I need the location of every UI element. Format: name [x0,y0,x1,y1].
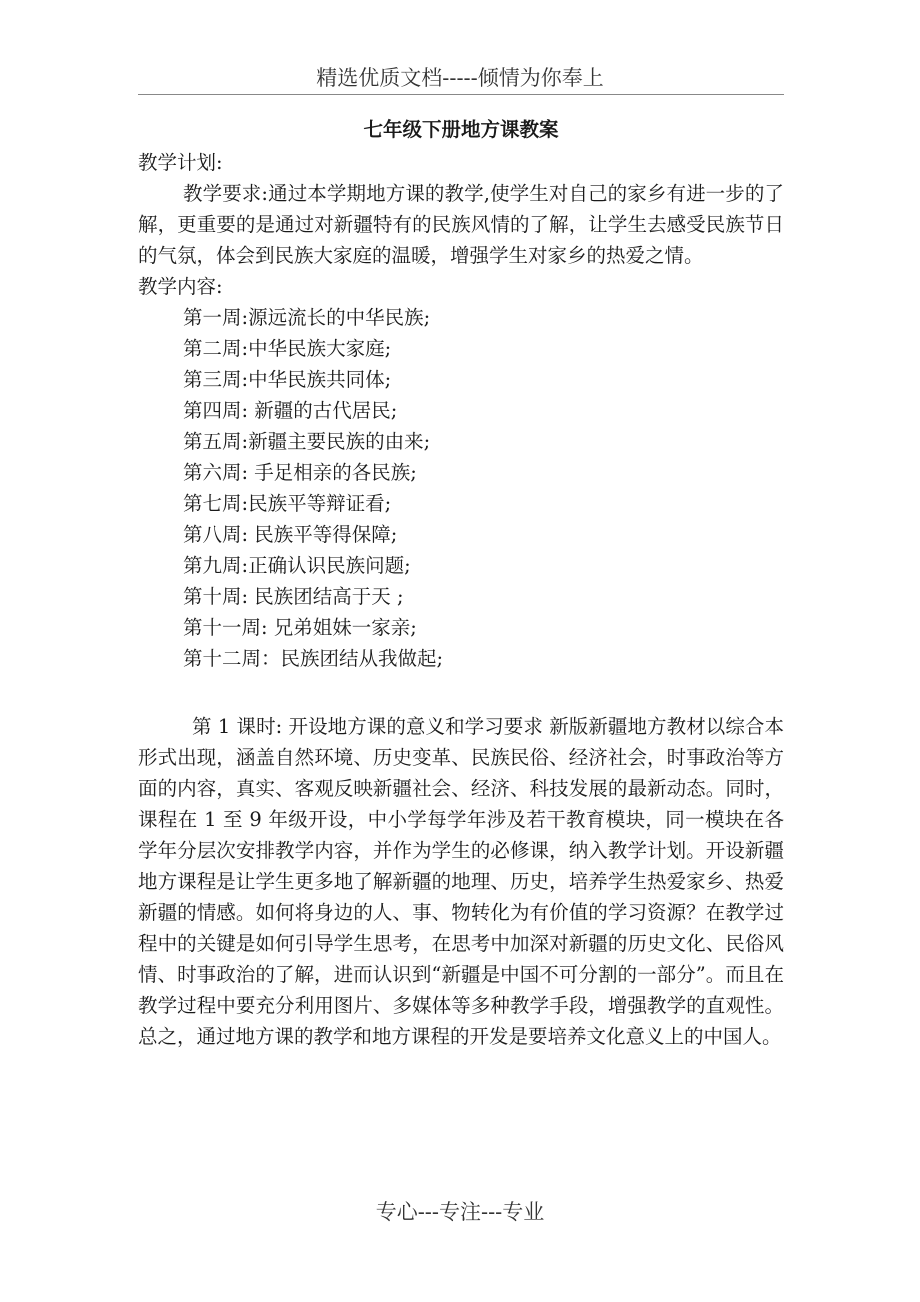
weekly-schedule-list [138,302,784,674]
document-body [138,114,784,1052]
document-title: 七年级下册地方课教案 [363,118,559,141]
header-divider [138,94,784,95]
week-item: 第九周:正确认识民族问题; [183,554,411,577]
page-footer: 专心---专注---专业 [375,1200,545,1224]
requirement-paragraph: 教学要求:通过本学期地方课的教学,使学生对自己的家乡有进一步的了解，更重要的是通过对新疆特有的民族风情的了解，让学生去感受民族节日的气氛，体会到民族大家庭的温暖，增强学生对家乡的热爱之情。 [138,182,784,267]
week-item: 第四周: 新疆的古代居民; [183,399,398,422]
week-item: 第八周: 民族平等得保障; [183,523,398,546]
plan-heading: 教学计划: [138,151,223,174]
week-item: 第十一周: 兄弟姐妹一家亲; [183,616,417,639]
week-item: 第七周:民族平等辩证看; [183,492,392,515]
week-item: 第三周:中华民族共同体; [183,368,392,391]
week-item: 第十二周：民族团结从我做起; [183,647,444,670]
blank-line [138,674,784,705]
content-heading: 教学内容: [138,275,223,298]
week-item: 第十周: 民族团结高于天 ; [183,585,404,608]
week-item: 第六周: 手足相亲的各民族; [183,461,417,484]
week-item: 第一周:源远流长的中华民族; [183,306,431,329]
week-item: 第二周:中华民族大家庭; [183,337,392,360]
lesson1-paragraph: 第 1 课时: 开设地方课的意义和学习要求 新版新疆地方教材以综合本形式出现，涵盖自然环境、历史变革、民族民俗、经济社会，时事政治等方面的内容，真实、客观反映新疆社会、经济、科技发展的最新动态。同时，课程在 1 至 9 年级开设，中小学每学年涉及若干教育模块，同一模块在各学年分层次安排教学内容，并作为学生的必修课，纳入教学计划。开设新疆地方课程是让学生更多地了解新疆的地理、历史，培养学生热爱家乡、热爱新疆的情感。如何将身边的人、事、物转化为有价值的学习资源？在教学过程中的关键是如何引导学生思考，在思考中加深对新疆的历史文化、民俗风情、时事政治的了解，进而认识到“新疆是中国不可分割的一部分”。而且在教学过程中要充分利用图片、多媒体等多种教学手段，增强教学的直观性。总之，通过地方课的教学和地方课程的开发是要培养文化意义上的中国人。 [138,715,784,1048]
page-header: 精选优质文档-----倾情为你奉上 [316,66,604,90]
week-item: 第五周:新疆主要民族的由来; [183,430,431,453]
